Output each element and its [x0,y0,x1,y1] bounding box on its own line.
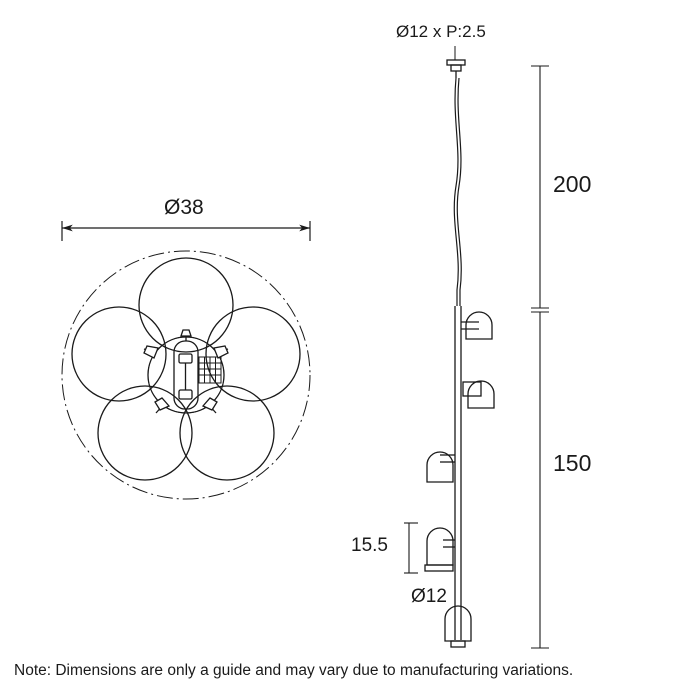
length-dimension [531,312,549,648]
drop-dimension [531,66,549,308]
plan-terminal-block [199,357,221,383]
disclaimer-note: Note: Dimensions are only a guide and may vary due to manufacturing variations. [14,662,574,679]
head-height-dimension [404,523,418,573]
label-fixture-length: 150 [553,450,592,476]
lamp-head-5 [445,606,471,647]
lamp-head-3 [427,452,455,482]
label-rod-diameter: Ø12 [411,586,447,607]
label-suspension-drop: 200 [553,171,592,197]
lamp-head-4 [425,528,455,571]
plan-shade-3 [180,386,274,480]
lamp-head-2 [463,381,494,408]
plan-diameter-dimension [62,221,310,241]
label-head-height: 15.5 [351,535,388,556]
plan-view [62,221,310,499]
label-thread-spec: Ø12 x P:2.5 [396,22,486,41]
vertical-rod [455,306,461,640]
suspension-cable [454,78,461,306]
lamp-head-1 [461,312,492,339]
elevation-view [404,46,549,648]
ceiling-canopy [447,60,465,78]
label-overall-diameter: Ø38 [164,196,204,219]
